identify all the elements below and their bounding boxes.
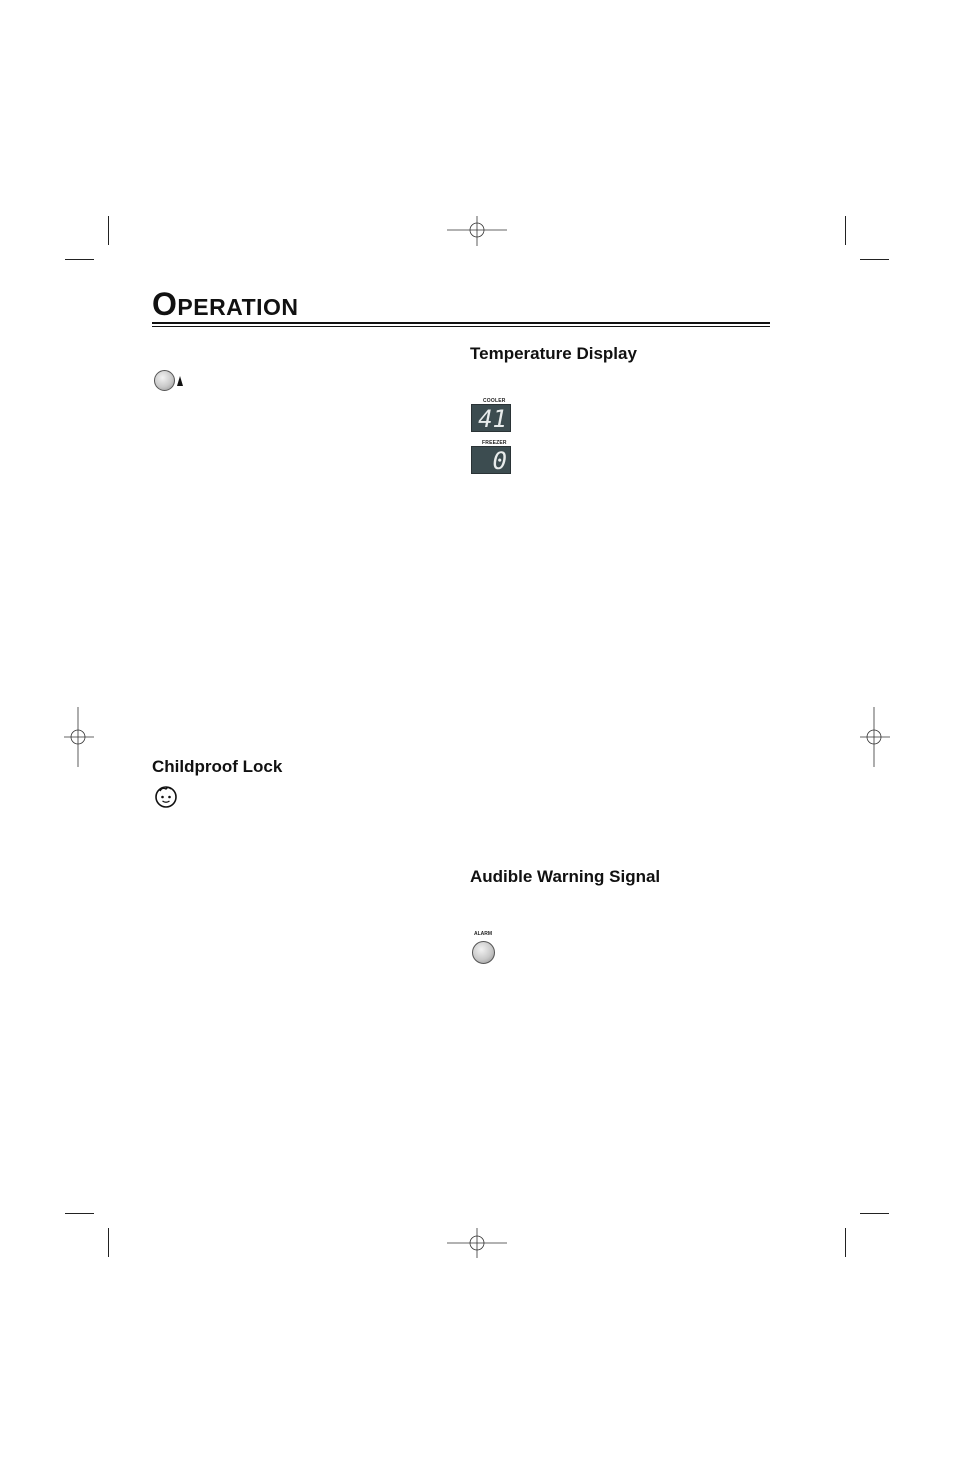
freezer-display: 0 — [471, 446, 511, 474]
page-title-rest: PERATION — [177, 294, 299, 320]
crop-mark-bottom-right-horizontal — [860, 1213, 889, 1214]
crop-mark-bottom-right-vertical — [845, 1228, 846, 1257]
temperature-display-heading: Temperature Display — [470, 344, 637, 363]
crop-mark-top-left-vertical — [108, 216, 109, 245]
crop-mark-bottom-left-horizontal — [65, 1213, 94, 1214]
childproof-lock-heading: Childproof Lock — [152, 757, 283, 776]
title-rule-thick — [152, 322, 770, 324]
freezer-label: FREEZER — [482, 440, 507, 446]
registration-mark-left — [64, 707, 94, 767]
child-face-icon[interactable] — [153, 783, 179, 809]
audible-warning-heading: Audible Warning Signal — [470, 867, 661, 886]
cooler-label: COOLER — [483, 398, 506, 404]
crop-mark-top-right-horizontal — [860, 259, 889, 260]
crop-mark-bottom-left-vertical — [108, 1228, 109, 1257]
temperature-up-button[interactable] — [154, 370, 175, 391]
page-title — [152, 286, 299, 323]
title-rule-thin — [152, 326, 770, 327]
page-title-initial: O — [152, 286, 178, 322]
alarm-label: ALARM — [474, 931, 493, 937]
registration-mark-bottom — [447, 1228, 507, 1258]
registration-mark-top — [447, 216, 507, 246]
crop-mark-top-left-horizontal — [65, 259, 94, 260]
alarm-button[interactable] — [472, 941, 495, 964]
up-arrow-icon — [176, 375, 184, 387]
cooler-display: 41 — [471, 404, 511, 432]
crop-mark-top-right-vertical — [845, 216, 846, 245]
registration-mark-right — [860, 707, 890, 767]
